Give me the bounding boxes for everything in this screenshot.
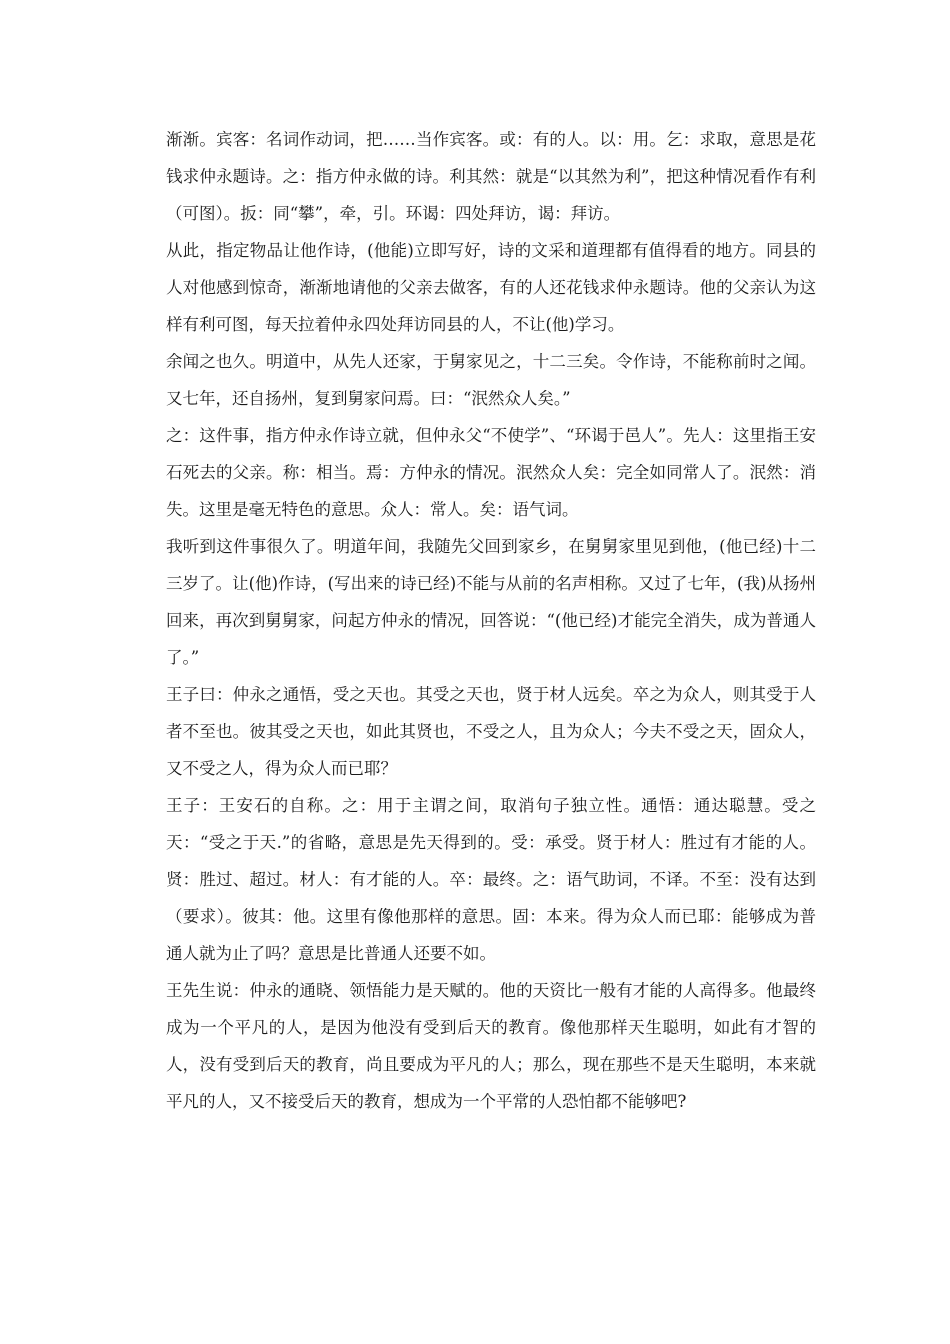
translation-paragraph-1: 从此，指定物品让他作诗，(他能)立即写好，诗的文采和道理都有值得看的地方。同县的人对他感到惊奇，渐渐地请他的父亲去做客，有的人还花钱求仲永题诗。他的父亲认为这样有利可图，每天拉着仲永四处拜访同县的人，不让(他)学习。 [166,241,816,334]
annotation-paragraph-3: 王子：王安石的自称。之：用于主谓之间，取消句子独立性。通悟：通达聪慧。受之天：“受之于天.”的省略，意思是先天得到的。受：承受。贤于材人：胜过有才能的人。贤：胜过、超过。材人：有才能的人。卒：最终。之：语气助词，不译。不至：没有达到（要求）。彼其：他。这里有像他那样的意思。固：本来。得为众人而已耶：能够成为普通人就为止了吗？意思是比普通人还要不如。 [166,796,816,963]
translation-paragraph-3: 王先生说：仲永的通晓、领悟能力是天赋的。他的天资比一般有才能的人高得多。他最终成为一个平凡的人，是因为他没有受到后天的教育。像他那样天生聪明，如此有才智的人，没有受到后天的教育，尚且要成为平凡的人；那么，现在那些不是天生聪明，本来就平凡的人，又不接受后天的教育，想成为一个平常的人恐怕都不能够吧? [166,981,816,1111]
original-text-paragraph-3: 王子曰：仲永之通悟，受之天也。其受之天也，贤于材人远矣。卒之为众人，则其受于人者不至也。彼其受之天也，如此其贤也，不受之人，且为众人；今夫不受之天，固众人，又不受之人，得为众人而已耶？ [166,685,816,778]
translation-paragraph-2: 我听到这件事很久了。明道年间，我随先父回到家乡，在舅舅家里见到他，(他已经)十二三岁了。让(他)作诗，(写出来的诗已经)不能与从前的名声相称。又过了七年，(我)从扬州回来，再次到舅舅家，问起方仲永的情况，回答说：“(他已经)才能完全消失，成为普通人了。” [166,537,816,667]
annotation-paragraph-2: 之：这件事，指方仲永作诗立就，但仲永父“不使学”、“环谒于邑人”。先人：这里指王安石死去的父亲。称：相当。焉：方仲永的情况。泯然众人矣：完全如同常人了。泯然：消失。这里是毫无特色的意思。众人：常人。矣：语气词。 [166,426,816,519]
original-text-paragraph-2: 余闻之也久。明道中，从先人还家，于舅家见之，十二三矣。令作诗，不能称前时之闻。又七年，还自扬州，复到舅家问焉。曰：“泯然众人矣。” [166,352,816,408]
annotation-paragraph-1: 渐渐。宾客：名词作动词，把……当作宾客。或：有的人。以：用。乞：求取，意思是花钱求仲永题诗。之：指方仲永做的诗。利其然：就是“以其然为利”，把这种情况看作有利（可图）。扳：同“攀”，牵，引。环谒：四处拜访，谒：拜访。 [166,130,816,223]
document-page [166,121,816,1120]
